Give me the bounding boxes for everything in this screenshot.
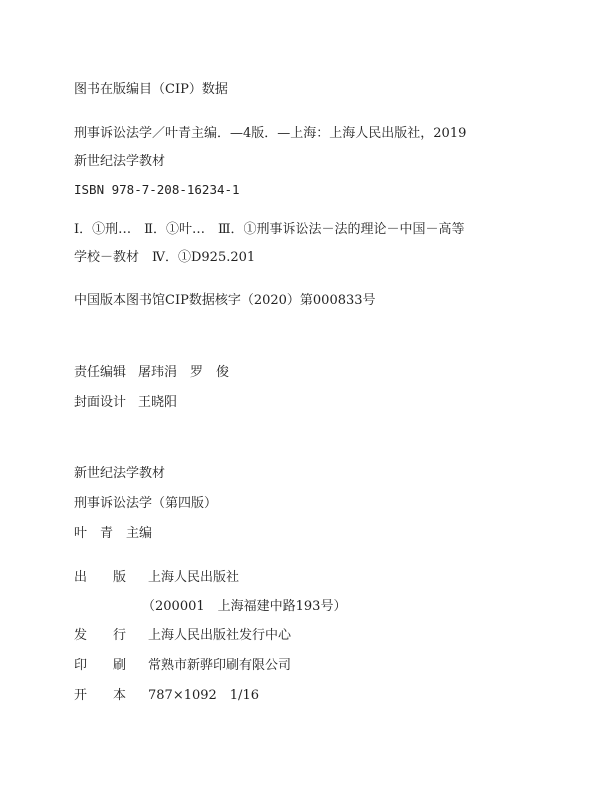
book-author: 叶 青 主编 bbox=[74, 526, 153, 541]
printer-value: 常熟市新骅印刷有限公司 bbox=[148, 658, 292, 673]
distributor-label: 发 行 bbox=[74, 628, 127, 643]
printer-label: 印 刷 bbox=[74, 658, 127, 673]
distributor-row bbox=[74, 628, 291, 644]
editor-credit bbox=[74, 365, 229, 381]
cip-heading: 图书在版编目（CIP）数据 bbox=[74, 82, 228, 97]
cip-classification-line-2: 学校－教材 Ⅳ．①D925.201 bbox=[74, 250, 256, 265]
cip-isbn: ISBN 978-7-208-16234-1 bbox=[74, 182, 240, 197]
designer-label: 封面设计 bbox=[74, 395, 127, 410]
format-row bbox=[74, 688, 259, 704]
publisher-address: （200001 上海福建中路193号） bbox=[142, 599, 347, 614]
cip-series: 新世纪法学教材 bbox=[74, 154, 166, 169]
format-label: 开 本 bbox=[74, 688, 127, 703]
editor-label: 责任编辑 bbox=[74, 365, 127, 380]
designer-credit bbox=[74, 395, 177, 411]
editor-names: 屠玮涓 罗 俊 bbox=[138, 365, 230, 380]
publisher-value: 上海人民出版社 bbox=[148, 570, 240, 585]
publisher-label: 出 版 bbox=[74, 570, 127, 585]
book-series: 新世纪法学教材 bbox=[74, 466, 166, 481]
cip-classification-line-1: Ⅰ．①刑… Ⅱ．①叶… Ⅲ．①刑事诉讼法－法的理论－中国－高等 bbox=[74, 222, 465, 237]
cip-record: 刑事诉讼法学／叶青主编．—4版．—上海：上海人民出版社，2019 bbox=[74, 126, 467, 141]
designer-name: 王晓阳 bbox=[138, 395, 178, 410]
publisher-row bbox=[74, 570, 239, 586]
printer-row bbox=[74, 658, 291, 674]
distributor-value: 上海人民出版社发行中心 bbox=[148, 628, 292, 643]
format-value: 787×1092 1/16 bbox=[148, 688, 259, 703]
book-title: 刑事诉讼法学（第四版） bbox=[74, 496, 218, 511]
cip-number: 中国版本图书馆CIP数据核字（2020）第000833号 bbox=[74, 293, 376, 308]
